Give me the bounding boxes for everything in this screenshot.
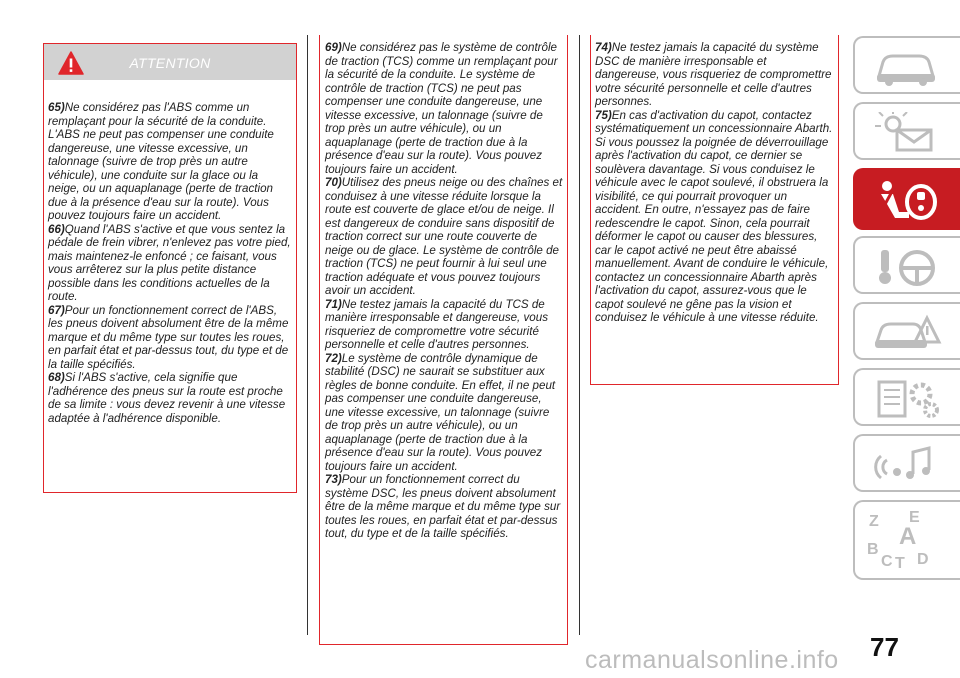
note-74: [595, 41, 834, 109]
key-steering-wheel-icon: [873, 246, 945, 288]
multimedia-music-icon: [873, 444, 945, 486]
index-letter: E: [909, 509, 920, 526]
column-divider: [579, 35, 580, 635]
note-number: 68): [48, 371, 65, 384]
airbag-seatbelt-icon: [873, 178, 945, 224]
note-text: Pour un fonctionnement correct du système DSC, les pneus doivent absolument être de la même marque et du même type sur toutes les roues, en parfait état et par-dessus tout, du type et de la taille spécifiés.: [325, 473, 561, 540]
warning-lights-icon: [873, 112, 945, 154]
note-number: 72): [325, 351, 342, 365]
tab-emergency[interactable]: [853, 302, 960, 360]
note-71: [325, 298, 563, 352]
note-text: En cas d'activation du capot, contactez systématiquement un concessionnaire Abarth. Si vous poussez la poignée de déverrouillage après l'activation du capot, ce dernier se soulèvera davantage. Si vous conduisez le véhicule avec le capot soulevé, il obstruera la visibilité, ce qui pourrait provoquer un accident. En outre, n'essayez pas de faire redescendre le capot. Sinon, cela pourrait déformer le capot ou causer des blessures, car le capot activé ne peut être abaissé manuellement. Avant de conduire le véhicule, contactez un concessionnaire Abarth après l'activation du capot, assurez-vous que le capot soulevé ne gêne pas la vision et conduisez le véhicule à une vitesse réduite.: [595, 108, 833, 324]
note-text: Ne testez jamais la capacité du système DSC de manière irresponsable et dangereuse, vous risqueriez de compromettre votre sécurité personnelle et celle d'autres personnes.: [595, 41, 832, 108]
index-letter: D: [917, 551, 929, 568]
note-number: 71): [325, 297, 342, 311]
tab-knowing-your-car[interactable]: [853, 36, 960, 94]
tab-servicing-care[interactable]: [853, 368, 960, 426]
note-number: 69): [325, 41, 342, 54]
index-letter: A: [899, 523, 917, 550]
note-text: Utilisez des pneus neige ou des chaînes et conduisez à une vitesse réduite lorsque la route est couverte de glace et/ou de neige. Il est dangereux de conduire sans dispositif de traction correct sur une route couverte de neige ou de glace. Le système de contrôle de traction (TCS) ne peut fournir à lui seul une traction adéquate et vous pouvez toujours avoir un accident.: [325, 176, 563, 297]
tab-index[interactable]: [853, 500, 960, 580]
car-dashboard-icon: [873, 46, 945, 88]
warning-text-middle: [325, 41, 563, 541]
emergency-car-icon: [873, 312, 945, 354]
warning-text-left: [48, 101, 292, 425]
alphabetical-index-icon: [865, 508, 945, 572]
note-text: Ne considérez pas le système de contrôle de traction (TCS) comme un remplaçant pour la sécurité de la conduite. Le système de contrôle de traction (TCS) ne peut pas compenser une conduite dangereuse, une vitesse excessive, un talonnage (suivre de trop près un autre véhicule), ou un aquaplanage (perte de traction due à la présence d'eau sur la route). Vous pouvez toujours faire un accident.: [325, 41, 558, 176]
index-letter: B: [867, 541, 879, 558]
note-text: Quand l'ABS s'active et que vous sentez la pédale de frein vibrer, n'enlevez pas votre pied, mais maintenez-le enfoncé ; ce faisant, vous vous arrêterez sur la plus petite distance possible dans les conditions actuelles de la route.: [48, 222, 291, 303]
note-text: Pour un fonctionnement correct de l'ABS, les pneus doivent absolument être de la même marque et du même type sur toutes les roues, en parfait état et par-dessus tout, du type et de la taille spécifiés.: [48, 303, 289, 371]
index-letter: T: [895, 555, 905, 572]
warning-title: ATTENTION: [129, 55, 211, 71]
index-letter: Z: [869, 513, 879, 530]
maintenance-gears-icon: [873, 378, 945, 420]
warning-text-right: [595, 41, 834, 325]
note-text: Si l'ABS s'active, cela signifie que l'adhérence des pneus sur la route est proche de sa limite : vous devez revenir à une vitesse adaptée à l'adhérence disponible.: [48, 371, 286, 425]
warning-box-middle: [319, 35, 568, 645]
note-68: [48, 371, 292, 425]
note-65: [48, 101, 292, 223]
column-divider: [307, 35, 308, 635]
note-72: [325, 352, 563, 474]
index-letter: C: [881, 553, 893, 570]
note-67: [48, 304, 292, 372]
warning-header: [44, 44, 296, 80]
tab-dashboard-warnings[interactable]: [853, 102, 960, 160]
note-number: 74): [595, 41, 612, 54]
warning-box-right: [590, 35, 839, 385]
note-70: [325, 176, 563, 298]
note-69: [325, 41, 563, 176]
note-number: 66): [48, 222, 65, 236]
page-number: 77: [870, 632, 899, 662]
note-text: Ne considérez pas l'ABS comme un remplaçant pour la sécurité de la conduite. L'ABS ne peut pas compenser une conduite dangereuse, une vitesse excessive, un talonnage (suivre de trop près un autre véhicule), une conduite sur la glace ou la neige, ou un aquaplanage (perte de traction due à la présence d'eau sur la route). Vous pouvez toujours faire un accident.: [48, 101, 274, 222]
note-75: [595, 109, 834, 325]
note-number: 67): [48, 303, 65, 317]
tab-multimedia[interactable]: [853, 434, 960, 492]
note-text: Le système de contrôle dynamique de stabilité (DSC) ne saurait se substituer aux règles de bonne conduite. En effet, il ne peut pas compenser une conduite dangereuse, une vitesse excessive, un talonnage (suivre de trop près un autre véhicule), ou un aquaplanage (perte de traction due à la présence d'eau sur la route). Vous pouvez toujours faire un accident.: [325, 351, 556, 473]
note-73: [325, 473, 563, 541]
note-number: 75): [595, 108, 612, 122]
note-number: 70): [325, 176, 342, 189]
tab-starting-driving[interactable]: [853, 236, 960, 294]
tab-safety[interactable]: [853, 168, 960, 230]
note-number: 73): [325, 473, 342, 486]
note-number: 65): [48, 101, 65, 114]
watermark: carmanualsonline.info: [585, 646, 839, 674]
warning-box-left: [43, 43, 297, 493]
note-text: Ne testez jamais la capacité du TCS de manière irresponsable et dangereuse, vous risqueriez de compromettre votre sécurité personnelle et celle d'autres personnes.: [325, 297, 548, 351]
note-66: [48, 223, 292, 304]
